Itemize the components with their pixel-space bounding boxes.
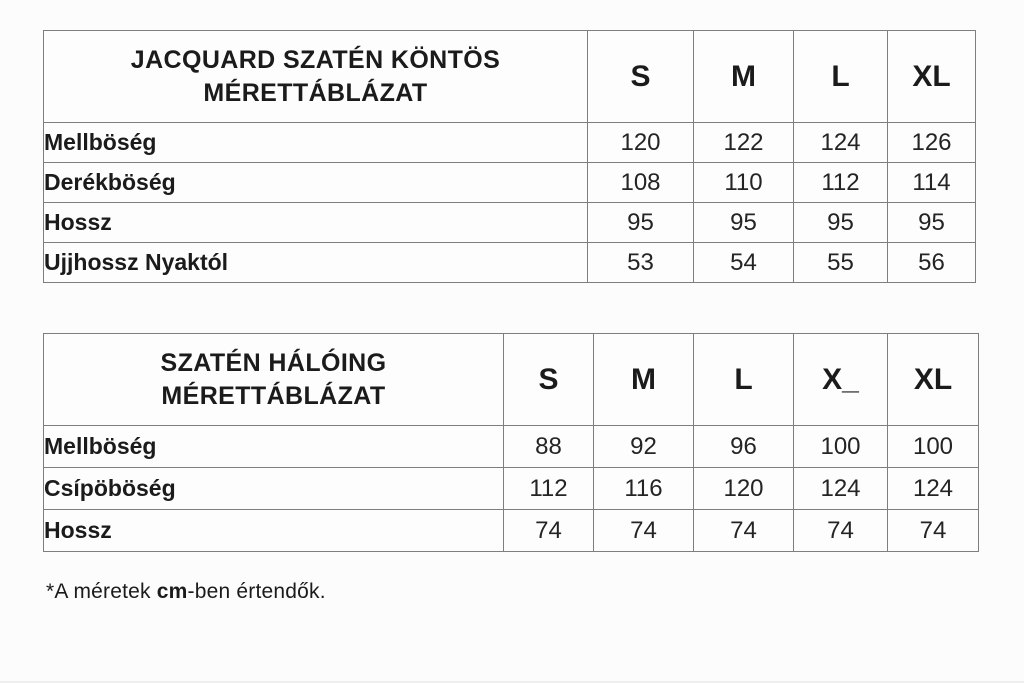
measurement-label: Derékböség <box>44 163 588 203</box>
size-column-header-x: X_ <box>794 334 888 426</box>
measurement-label: Hossz <box>44 510 504 552</box>
size-value: 112 <box>794 163 888 203</box>
table-row <box>44 123 976 163</box>
table-row <box>44 243 976 283</box>
table-title-line1: JACQUARD SZATÉN KÖNTÖS <box>130 46 501 74</box>
table-row <box>44 426 979 468</box>
size-column-header-m: M <box>594 334 694 426</box>
size-value: 95 <box>888 203 976 243</box>
table-title-line2: MÉRETTÁBLÁZAT <box>161 381 386 410</box>
measurement-label: Mellböség <box>44 123 588 163</box>
table-row <box>44 203 976 243</box>
size-value: 95 <box>694 203 794 243</box>
size-value: 74 <box>794 510 888 552</box>
size-column-header-l: L <box>794 31 888 123</box>
table-header-row <box>44 334 979 426</box>
size-value: 74 <box>594 510 694 552</box>
size-value: 92 <box>594 426 694 468</box>
size-column-header-xl: XL <box>888 31 976 123</box>
size-value: 54 <box>694 243 794 283</box>
size-value: 124 <box>888 468 979 510</box>
measurement-label: Hossz <box>44 203 588 243</box>
size-value: 116 <box>594 468 694 510</box>
size-value: 55 <box>794 243 888 283</box>
size-table-nightgown <box>43 333 979 552</box>
table-row <box>44 468 979 510</box>
size-value: 108 <box>588 163 694 203</box>
size-value: 122 <box>694 123 794 163</box>
size-table-robe <box>43 30 976 283</box>
table-title <box>44 334 504 426</box>
measurement-label: Mellböség <box>44 426 504 468</box>
size-column-header-m: M <box>694 31 794 123</box>
footnote-unit: cm <box>156 580 188 603</box>
size-column-header-s: S <box>504 334 594 426</box>
size-value: 110 <box>694 163 794 203</box>
size-value: 100 <box>794 426 888 468</box>
size-value: 95 <box>588 203 694 243</box>
size-value: 126 <box>888 123 976 163</box>
measurement-label: Csípöböség <box>44 468 504 510</box>
size-value: 56 <box>888 243 976 283</box>
size-value: 74 <box>694 510 794 552</box>
table-title-line1: SZATÉN HÁLÓING <box>160 349 387 377</box>
footnote-prefix: *A méretek <box>46 580 157 603</box>
table-header-row <box>44 31 976 123</box>
size-column-header-s: S <box>588 31 694 123</box>
size-value: 95 <box>794 203 888 243</box>
size-value: 114 <box>888 163 976 203</box>
size-value: 124 <box>794 468 888 510</box>
size-value: 120 <box>588 123 694 163</box>
table-row <box>44 510 979 552</box>
size-column-header-l: L <box>694 334 794 426</box>
units-footnote <box>46 580 326 604</box>
size-value: 100 <box>888 426 979 468</box>
size-value: 112 <box>504 468 594 510</box>
measurement-label: Ujjhossz Nyaktól <box>44 243 588 283</box>
table-title <box>44 31 588 123</box>
size-value: 53 <box>588 243 694 283</box>
size-value: 120 <box>694 468 794 510</box>
size-value: 124 <box>794 123 888 163</box>
size-column-header-xl: XL <box>888 334 979 426</box>
table-row <box>44 163 976 203</box>
size-value: 74 <box>888 510 979 552</box>
size-value: 74 <box>504 510 594 552</box>
footnote-suffix: -ben értendők. <box>187 580 326 603</box>
size-value: 88 <box>504 426 594 468</box>
size-value: 96 <box>694 426 794 468</box>
table-title-line2: MÉRETTÁBLÁZAT <box>203 78 428 107</box>
